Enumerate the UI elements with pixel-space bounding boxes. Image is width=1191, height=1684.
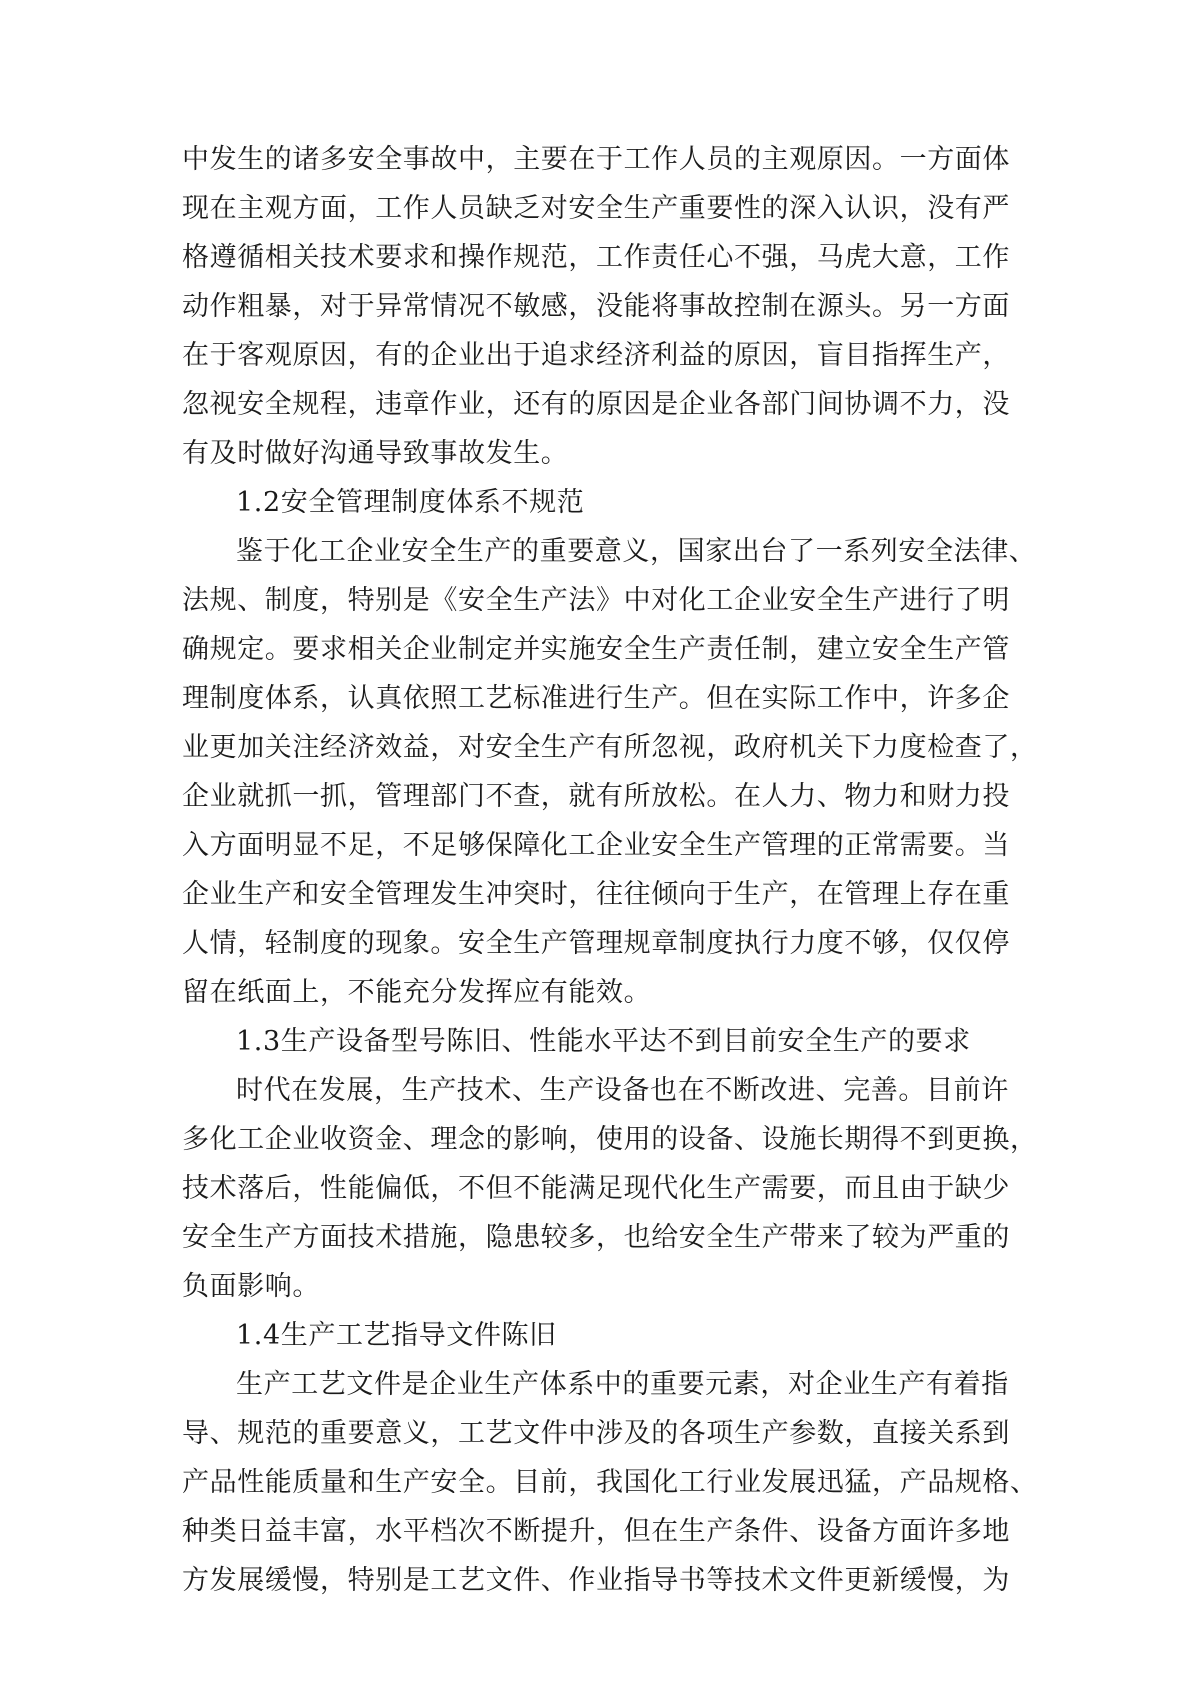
body-line: 现在主观方面，工作人员缺乏对安全生产重要性的深入认识，没有严 xyxy=(182,193,1010,224)
paragraph-first-line: 生产工艺文件是企业生产体系中的重要元素，对企业生产有着指 xyxy=(236,1369,1009,1400)
body-line: 在于客观原因，有的企业出于追求经济利益的原因，盲目指挥生产， xyxy=(182,340,1010,371)
body-line: 产品性能质量和生产安全。目前，我国化工行业发展迅猛，产品规格、 xyxy=(182,1467,1038,1498)
body-line: 负面影响。 xyxy=(182,1271,320,1302)
section-heading: 1.2安全管理制度体系不规范 xyxy=(236,487,585,518)
body-line: 安全生产方面技术措施，隐患较多，也给安全生产带来了较为严重的 xyxy=(182,1222,1010,1253)
body-line: 人情，轻制度的现象。安全生产管理规章制度执行力度不够，仅仅停 xyxy=(182,928,1010,959)
section-heading: 1.3生产设备型号陈旧、性能水平达不到目前安全生产的要求 xyxy=(236,1026,971,1057)
section-heading: 1.4生产工艺指导文件陈旧 xyxy=(236,1320,557,1351)
body-line: 入方面明显不足，不足够保障化工企业安全生产管理的正常需要。当 xyxy=(182,830,1010,861)
body-line: 导、规范的重要意义，工艺文件中涉及的各项生产参数，直接关系到 xyxy=(182,1418,1010,1449)
paragraph-first-line: 时代在发展，生产技术、生产设备也在不断改进、完善。目前许 xyxy=(236,1075,1009,1106)
body-line: 技术落后，性能偏低，不但不能满足现代化生产需要，而且由于缺少 xyxy=(182,1173,1010,1204)
body-line: 中发生的诸多安全事故中，主要在于工作人员的主观原因。一方面体 xyxy=(182,144,1010,175)
body-line: 法规、制度，特别是《安全生产法》中对化工企业安全生产进行了明 xyxy=(182,585,1010,616)
body-line: 动作粗暴，对于异常情况不敏感，没能将事故控制在源头。另一方面 xyxy=(182,291,1010,322)
body-line: 理制度体系，认真依照工艺标准进行生产。但在实际工作中，许多企 xyxy=(182,683,1010,714)
document-body xyxy=(182,135,1042,1605)
body-line: 种类日益丰富，水平档次不断提升，但在生产条件、设备方面许多地 xyxy=(182,1516,1010,1547)
body-line: 企业生产和安全管理发生冲突时，往往倾向于生产，在管理上存在重 xyxy=(182,879,1010,910)
body-line: 确规定。要求相关企业制定并实施安全生产责任制，建立安全生产管 xyxy=(182,634,1010,665)
body-line: 有及时做好沟通导致事故发生。 xyxy=(182,438,569,469)
body-line: 业更加关注经济效益，对安全生产有所忽视，政府机关下力度检查了， xyxy=(182,732,1038,763)
body-line: 企业就抓一抓，管理部门不查，就有所放松。在人力、物力和财力投 xyxy=(182,781,1010,812)
paragraph-first-line: 鉴于化工企业安全生产的重要意义，国家出台了一系列安全法律、 xyxy=(236,536,1037,567)
body-line: 方发展缓慢，特别是工艺文件、作业指导书等技术文件更新缓慢，为 xyxy=(182,1565,1010,1596)
body-line: 多化工企业收资金、理念的影响，使用的设备、设施长期得不到更换， xyxy=(182,1124,1038,1155)
body-line: 忽视安全规程，违章作业，还有的原因是企业各部门间协调不力，没 xyxy=(182,389,1010,420)
body-line: 格遵循相关技术要求和操作规范，工作责任心不强，马虎大意，工作 xyxy=(182,242,1010,273)
body-line: 留在纸面上，不能充分发挥应有能效。 xyxy=(182,977,652,1008)
